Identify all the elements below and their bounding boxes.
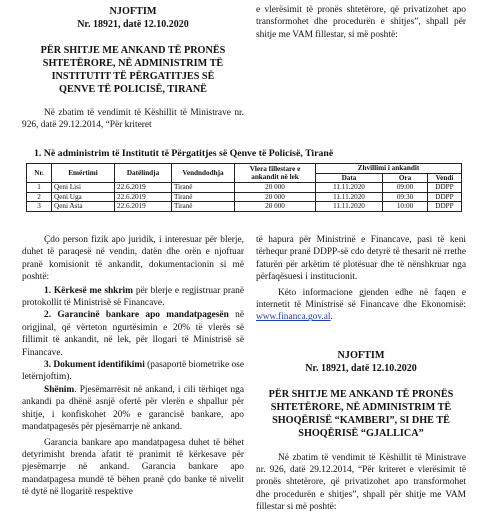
col-header-name: Emërtimi: [52, 164, 115, 183]
cell-nr: 3: [27, 202, 52, 212]
cell-name: Qeni Uga: [52, 192, 115, 202]
requirement-3: [22, 359, 244, 384]
payment-paragraph: të hapura për Ministrinë e Financave, pasi të keni tërhequr pranë DDPP-së cdo detyrë të thesarit në rrethe faturën për arkëtim të plotësuar dhe të nënshkruar nga përfaqësuesi i institucionit.: [256, 235, 466, 283]
cell-time: 10:00: [383, 202, 428, 212]
col-header-date: Data: [316, 173, 383, 183]
cell-name: Qeni Lisi: [52, 183, 115, 193]
info-paragraph: [256, 287, 466, 324]
left-body-column: [22, 234, 244, 499]
cell-birthdate: 22.6.2019: [115, 192, 172, 202]
second-notice-title: PËR SHITJE ME ANKAND TË PRONËS SHTETËRORE, NË ADMINISTRIM TË SHOQËRISË “KAMBERI”, SI DHE TË SHOQËRISË “GJALLICA”: [268, 388, 454, 439]
cell-place: DDPP: [428, 183, 462, 193]
cell-date: 11.11.2020: [316, 192, 383, 202]
note-text: . Pjesëmarrësit në ankand, i cili tërhiqet nga ankandi pa dhënë asnjë ofertë për vlerën e shpallur për shitje, i konfiskohet 20% e garancisë bankare, apo mandatpagesës për pjesëmarrje në ankand.: [22, 384, 244, 433]
cell-date: 11.11.2020: [316, 183, 383, 193]
ministry-website-link[interactable]: www.financa.gov.al: [256, 312, 331, 323]
notice-intro: Në zbatim të vendimit të Këshillit të Ministrave nr. 926, datë 29.12.2014, “Për kriteret: [22, 107, 244, 131]
right-top-column: [256, 4, 466, 41]
cell-location: Tiranë: [172, 192, 235, 202]
cell-nr: 1: [27, 183, 52, 193]
guarantee-paragraph: Garancia bankare apo mandatpagesa duhet të bëhet detyrimisht brenda afatit të pranimit të kërkesave për pjesëmarrje në ankand. Garancia bankare apo mandatpagesa mundë të bëhen pranë çdo banke të nivelit të dytë në llogaritë respektive: [22, 437, 244, 498]
cell-birthdate: 22.6.2019: [115, 183, 172, 193]
second-notice-number: Nr. 18921, datë 12.10.2020: [305, 363, 417, 375]
cell-value: 20 000: [235, 202, 316, 212]
cell-value: 20 000: [235, 192, 316, 202]
col-header-time: Ora: [383, 173, 428, 183]
info-tail: .: [330, 312, 333, 323]
right-body-column: [256, 234, 466, 514]
notice-heading: NJOFTIM: [109, 6, 157, 17]
cell-name: Qeni Asta: [52, 202, 115, 212]
col-header-value: Vlera fillestare e ankandit në lek: [235, 164, 316, 183]
col-header-birthdate: Datëlindja: [115, 164, 172, 183]
requirement-2: [22, 309, 244, 359]
col-header-auction: Zhvillimi i ankandit: [316, 164, 462, 174]
cell-birthdate: 22.6.2019: [115, 202, 172, 212]
col-header-place: Vendi: [428, 173, 462, 183]
cell-location: Tiranë: [172, 183, 235, 193]
table-row: [27, 202, 462, 212]
info-text: Këto informacione gjenden edhe në faqen e internetit të Ministrisë së Financave dhe Ekonomisë:: [256, 287, 466, 311]
requirement-1-head: 1. Kërkesë me shkrim: [44, 285, 133, 296]
cell-date: 11.11.2020: [316, 202, 383, 212]
requirement-1-text: për blerje e regjistruar pranë protokollit të Ministrisë së Financave.: [22, 285, 245, 309]
table-row: [27, 192, 462, 202]
cell-time: 09:30: [383, 192, 428, 202]
requirement-3-text: (pasaportë biometrike ose letërnjoftim).: [22, 360, 244, 383]
second-notice-heading: NJOFTIM: [337, 349, 385, 361]
col-header-nr: Nr.: [27, 164, 52, 183]
requirement-1: [22, 285, 244, 310]
auction-table: [26, 163, 462, 212]
auction-table-section: [26, 148, 462, 212]
table-caption: 1. Në administrim të Institutit të Përgatitjes së Qenve të Policisë, Tiranë: [34, 148, 334, 159]
note-paragraph: [22, 384, 244, 434]
cell-value: 20 000: [235, 183, 316, 193]
requirement-2-head: 2. Garancinë bankare apo mandatpagesën: [44, 310, 229, 321]
note-head: Shënim: [44, 384, 75, 395]
cell-nr: 2: [27, 192, 52, 202]
cell-place: DDPP: [428, 202, 462, 212]
requirement-2-text: në origjinal, që vërteton ngurtësimin e 20% të vlerës së fillimit të ankandit, në lek, për llogari të Ministrisë së Financave.: [22, 310, 244, 358]
cell-place: DDPP: [428, 192, 462, 202]
right-top-paragraph: e vlerësimit të pronës shtetërore, që privatizohet apo transformohet dhe procedurën e shitjes”, shpall për shitje me VAM fillestar, si më poshtë:: [256, 5, 466, 40]
requirements-intro: Çdo person fizik apo juridik, i interesuar për blerje, duhet të paraqesë në vendin, datën dhe orën e njoftuar pranë komisionit të ankandit, dokumentacionin si më poshtë:: [22, 235, 244, 283]
second-notice-intro: Në zbatim të vendimit të Këshillit të Ministrave nr. 926, datë 29.12.2014, “Për kriteret e vlerësimit të pronës shtetërore, që privatizohet apo transformohet dhe procedurën e shitjes”, shpall për shitje me VAM fillestar si më poshtë:: [256, 452, 466, 513]
cell-location: Tiranë: [172, 202, 235, 212]
table-row: [27, 183, 462, 193]
cell-time: 09:00: [383, 183, 428, 193]
notice-title: PËR SHITJE ME ANKAND TË PRONËS SHTETËRORE, NË ADMINISTRIM TË INSTITUTIT TË PËRGATITJES SË QENVE TË POLICISË, TIRANË: [40, 44, 226, 95]
col-header-location: Vendndodhja: [172, 164, 235, 183]
left-top-column: [22, 4, 244, 132]
requirement-3-head: 3. Dokument identifikimi: [44, 360, 145, 371]
notice-number: Nr. 18921, datë 12.10.2020: [77, 19, 189, 31]
